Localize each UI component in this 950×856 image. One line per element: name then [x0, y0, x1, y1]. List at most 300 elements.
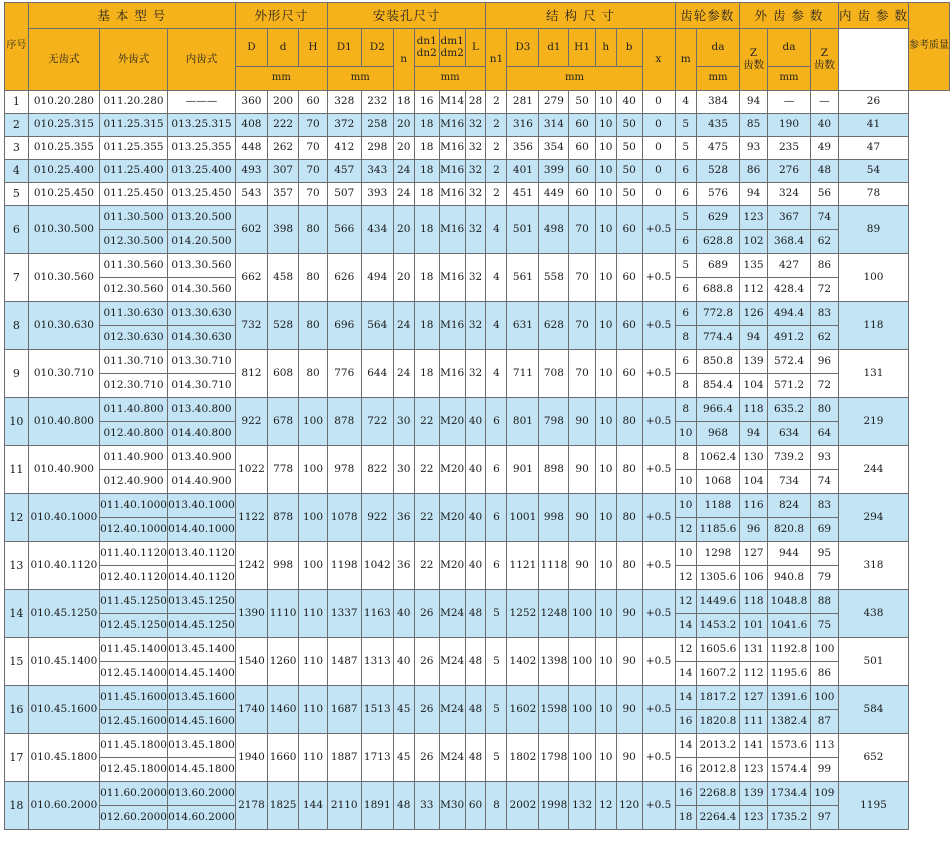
cell-H: 80 — [299, 206, 328, 254]
cell-int-da: 635.2 — [768, 398, 811, 422]
no-gear-model: 010.45.1600 — [28, 686, 99, 734]
cell-int-da: 739.2 — [768, 446, 811, 470]
cell-D2: 494 — [361, 254, 393, 302]
cell-dn: 18 — [414, 302, 439, 350]
cell-x: +0.5 — [642, 590, 675, 638]
cell-ext-z: 123 — [740, 806, 768, 830]
cell-d1: 279 — [539, 91, 569, 114]
cell-H1: 100 — [569, 590, 595, 638]
cell-h: 10 — [595, 734, 616, 782]
cell-m: 5 — [675, 137, 696, 160]
cell-D: 922 — [235, 398, 267, 446]
cell-d: 1660 — [267, 734, 298, 782]
ext-gear-model: 011.40.900 — [100, 446, 168, 470]
cell-H1: 100 — [569, 686, 595, 734]
cell-D1: 1337 — [327, 590, 361, 638]
col-D3: D3 — [507, 29, 539, 67]
cell-L: 48 — [465, 590, 486, 638]
cell-d: 398 — [267, 206, 298, 254]
cell-H: 70 — [299, 114, 328, 137]
cell-x: 0 — [642, 137, 675, 160]
cell-D2: 922 — [361, 494, 393, 542]
cell-L: 32 — [465, 160, 486, 183]
cell-ext-z: 112 — [740, 278, 768, 302]
ext-gear-model: 011.40.1120 — [100, 542, 168, 566]
ext-gear-model: 012.45.1600 — [100, 710, 168, 734]
table-row — [5, 398, 950, 422]
ext-gear-model: 012.30.560 — [100, 278, 168, 302]
cell-int-z: 40 — [810, 114, 838, 137]
cell-d: 678 — [267, 398, 298, 446]
cell-D3: 1252 — [507, 590, 539, 638]
int-da-unit: mm — [768, 67, 811, 91]
ext-gear-model: 011.30.560 — [100, 254, 168, 278]
cell-ext-da: 1607.2 — [696, 662, 739, 686]
cell-b: 50 — [616, 183, 642, 206]
cell-D1: 1887 — [327, 734, 361, 782]
cell-D: 543 — [235, 183, 267, 206]
cell-m: 16 — [675, 758, 696, 782]
cell-ext-da: 1605.6 — [696, 638, 739, 662]
ext-type-header: 外齿式 — [100, 29, 168, 91]
cell-D2: 298 — [361, 137, 393, 160]
int-gear-model: 014.45.1600 — [168, 710, 236, 734]
ext-gear-model: 012.40.800 — [100, 422, 168, 446]
cell-x: 0 — [642, 91, 675, 114]
cell-D3: 1602 — [507, 686, 539, 734]
ext-gear-model: 012.30.630 — [100, 326, 168, 350]
cell-b: 90 — [616, 686, 642, 734]
cell-d: 458 — [267, 254, 298, 302]
cell-ext-z: 106 — [740, 566, 768, 590]
cell-n1: 2 — [486, 160, 507, 183]
cell-D1: 2110 — [327, 782, 361, 830]
cell-n1: 6 — [486, 542, 507, 590]
cell-ext-z: 139 — [740, 350, 768, 374]
cell-d: 222 — [267, 114, 298, 137]
cell-mass: 219 — [838, 398, 908, 446]
cell-D2: 822 — [361, 446, 393, 494]
cell-ext-da: 1298 — [696, 542, 739, 566]
int-gear-params-header: 内 齿 参 数 — [838, 3, 908, 29]
ext-gear-model: 011.60.2000 — [100, 782, 168, 806]
cell-L: 40 — [465, 446, 486, 494]
cell-D3: 1802 — [507, 734, 539, 782]
cell-H1: 70 — [569, 206, 595, 254]
cell-dn: 18 — [414, 254, 439, 302]
cell-D: 360 — [235, 91, 267, 114]
cell-b: 60 — [616, 302, 642, 350]
cell-H: 70 — [299, 183, 328, 206]
col-dn: dn1 dn2 — [414, 29, 439, 67]
cell-d: 878 — [267, 494, 298, 542]
int-gear-model: 013.45.1250 — [168, 590, 236, 614]
int-gear-model: 014.40.1120 — [168, 566, 236, 590]
cell-ext-da: 1185.6 — [696, 518, 739, 542]
cell-d: 1825 — [267, 782, 298, 830]
cell-int-da: 190 — [768, 114, 811, 137]
cell-D: 408 — [235, 114, 267, 137]
cell-H: 80 — [299, 254, 328, 302]
cell-n1: 6 — [486, 446, 507, 494]
cell-D: 602 — [235, 206, 267, 254]
no-gear-model: 010.40.1120 — [28, 542, 99, 590]
cell-ext-da: 1449.6 — [696, 590, 739, 614]
ext-gear-model: 011.45.1600 — [100, 686, 168, 710]
basic-model-header: 基 本 型 号 — [28, 3, 235, 29]
cell-int-da: 944 — [768, 542, 811, 566]
col-D2: D2 — [361, 29, 393, 67]
cell-int-da: 368.4 — [768, 230, 811, 254]
cell-d: 1260 — [267, 638, 298, 686]
col-L: L — [465, 29, 486, 67]
seq-header: 序号 — [5, 3, 29, 91]
cell-D: 1740 — [235, 686, 267, 734]
cell-D3: 1001 — [507, 494, 539, 542]
cell-int-z: 100 — [810, 686, 838, 710]
cell-b: 50 — [616, 160, 642, 183]
cell-D2: 1891 — [361, 782, 393, 830]
cell-int-da: 940.8 — [768, 566, 811, 590]
row-number: 12 — [5, 494, 29, 542]
cell-D3: 501 — [507, 206, 539, 254]
cell-dm: M14 — [439, 91, 465, 114]
cell-m: 6 — [675, 278, 696, 302]
cell-b: 60 — [616, 254, 642, 302]
cell-n1: 6 — [486, 494, 507, 542]
outline-size-header: 外形尺寸 — [235, 3, 327, 29]
cell-ext-da: 854.4 — [696, 374, 739, 398]
cell-mass: 438 — [838, 590, 908, 638]
cell-d1: 708 — [539, 350, 569, 398]
cell-int-da: 428.4 — [768, 278, 811, 302]
cell-dn: 22 — [414, 494, 439, 542]
row-number: 18 — [5, 782, 29, 830]
cell-m: 6 — [675, 350, 696, 374]
cell-ext-z: 130 — [740, 446, 768, 470]
int-gear-model: 013.20.500 — [168, 206, 236, 230]
cell-int-z: 96 — [810, 350, 838, 374]
cell-dn: 22 — [414, 398, 439, 446]
cell-m: 6 — [675, 230, 696, 254]
cell-D2: 564 — [361, 302, 393, 350]
cell-n: 20 — [393, 206, 414, 254]
cell-ext-da: 1188 — [696, 494, 739, 518]
cell-b: 80 — [616, 398, 642, 446]
cell-dm: M16 — [439, 137, 465, 160]
cell-int-da: 1573.6 — [768, 734, 811, 758]
cell-n1: 8 — [486, 782, 507, 830]
ext-gear-model: 012.45.1400 — [100, 662, 168, 686]
cell-n: 36 — [393, 494, 414, 542]
cell-n: 20 — [393, 137, 414, 160]
cell-dm: M16 — [439, 206, 465, 254]
col-n: n — [393, 29, 414, 91]
table-row — [5, 446, 950, 470]
slewing-bearing-spec-table — [4, 2, 950, 830]
cell-D2: 434 — [361, 206, 393, 254]
cell-m: 12 — [675, 566, 696, 590]
cell-H: 110 — [299, 590, 328, 638]
cell-m: 14 — [675, 662, 696, 686]
table-row — [5, 137, 950, 160]
cell-H1: 70 — [569, 350, 595, 398]
cell-m: 8 — [675, 398, 696, 422]
cell-D2: 644 — [361, 350, 393, 398]
cell-dm: M20 — [439, 398, 465, 446]
cell-D1: 1687 — [327, 686, 361, 734]
ext-gear-model: 011.40.800 — [100, 398, 168, 422]
ext-gear-params-header: 外 齿 参 数 — [740, 3, 839, 29]
cell-int-z: 109 — [810, 782, 838, 806]
cell-h: 12 — [595, 782, 616, 830]
ext-gear-model: 011.30.630 — [100, 302, 168, 326]
no-gear-model: 010.30.630 — [28, 302, 99, 350]
cell-D1: 372 — [327, 114, 361, 137]
table-row — [5, 160, 950, 183]
int-gear-model: 013.25.355 — [168, 137, 236, 160]
table-header — [5, 3, 950, 91]
cell-dn: 18 — [414, 160, 439, 183]
cell-ext-da: 968 — [696, 422, 739, 446]
cell-L: 32 — [465, 350, 486, 398]
cell-n: 24 — [393, 302, 414, 350]
cell-int-z: 88 — [810, 590, 838, 614]
cell-d: 1110 — [267, 590, 298, 638]
cell-ext-z: 127 — [740, 542, 768, 566]
row-number: 10 — [5, 398, 29, 446]
cell-x: +0.5 — [642, 542, 675, 590]
cell-ext-da: 475 — [696, 137, 739, 160]
cell-h: 10 — [595, 446, 616, 494]
cell-dn: 26 — [414, 734, 439, 782]
cell-D1: 776 — [327, 350, 361, 398]
cell-ext-z: 93 — [740, 137, 768, 160]
ext-gear-model: 011.25.450 — [100, 183, 168, 206]
cell-m: 14 — [675, 686, 696, 710]
cell-D2: 1513 — [361, 686, 393, 734]
cell-D3: 561 — [507, 254, 539, 302]
cell-D1: 1078 — [327, 494, 361, 542]
cell-ext-z: 116 — [740, 494, 768, 518]
cell-int-z: 74 — [810, 470, 838, 494]
no-gear-model: 010.45.1400 — [28, 638, 99, 686]
table-row — [5, 782, 950, 806]
cell-H: 100 — [299, 446, 328, 494]
cell-ext-da: 850.8 — [696, 350, 739, 374]
cell-n: 20 — [393, 114, 414, 137]
cell-D3: 401 — [507, 160, 539, 183]
no-gear-model: 010.25.315 — [28, 114, 99, 137]
cell-ext-z: 127 — [740, 686, 768, 710]
cell-D3: 801 — [507, 398, 539, 446]
cell-D2: 722 — [361, 398, 393, 446]
cell-ext-da: 2013.2 — [696, 734, 739, 758]
cell-int-z: 83 — [810, 302, 838, 326]
cell-ext-z: 141 — [740, 734, 768, 758]
cell-int-da: 571.2 — [768, 374, 811, 398]
cell-d: 357 — [267, 183, 298, 206]
table-row — [5, 350, 950, 374]
cell-m: 12 — [675, 638, 696, 662]
row-number: 11 — [5, 446, 29, 494]
table-row — [5, 254, 950, 278]
cell-H1: 70 — [569, 302, 595, 350]
cell-d: 998 — [267, 542, 298, 590]
row-number: 6 — [5, 206, 29, 254]
cell-H: 100 — [299, 542, 328, 590]
cell-n: 30 — [393, 446, 414, 494]
cell-b: 90 — [616, 638, 642, 686]
cell-L: 40 — [465, 494, 486, 542]
cell-h: 10 — [595, 542, 616, 590]
cell-h: 10 — [595, 114, 616, 137]
cell-H1: 90 — [569, 494, 595, 542]
cell-D: 662 — [235, 254, 267, 302]
cell-D2: 232 — [361, 91, 393, 114]
row-number: 2 — [5, 114, 29, 137]
cell-d1: 628 — [539, 302, 569, 350]
cell-b: 50 — [616, 137, 642, 160]
cell-D2: 1313 — [361, 638, 393, 686]
cell-int-z: 86 — [810, 254, 838, 278]
ext-gear-model: 012.30.500 — [100, 230, 168, 254]
ext-gear-model: 012.40.1120 — [100, 566, 168, 590]
cell-x: +0.5 — [642, 206, 675, 254]
cell-d1: 1798 — [539, 734, 569, 782]
ext-gear-model: 011.25.400 — [100, 160, 168, 183]
int-gear-model: 013.40.1000 — [168, 494, 236, 518]
cell-dm: M24 — [439, 638, 465, 686]
cell-ext-z: 94 — [740, 183, 768, 206]
cell-dn: 18 — [414, 206, 439, 254]
cell-D3: 711 — [507, 350, 539, 398]
cell-D3: 2002 — [507, 782, 539, 830]
cell-h: 10 — [595, 350, 616, 398]
int-gear-model: 013.60.2000 — [168, 782, 236, 806]
cell-ext-da: 772.8 — [696, 302, 739, 326]
ext-da-unit: mm — [696, 67, 739, 91]
row-number: 9 — [5, 350, 29, 398]
cell-x: +0.5 — [642, 398, 675, 446]
cell-ext-da: 966.4 — [696, 398, 739, 422]
cell-b: 80 — [616, 494, 642, 542]
cell-m: 12 — [675, 518, 696, 542]
cell-L: 32 — [465, 137, 486, 160]
cell-mass: 41 — [838, 114, 908, 137]
cell-ext-da: 688.8 — [696, 278, 739, 302]
cell-D2: 1713 — [361, 734, 393, 782]
no-gear-model: 010.45.1800 — [28, 734, 99, 782]
cell-d: 778 — [267, 446, 298, 494]
cell-L: 40 — [465, 398, 486, 446]
col-d1: d1 — [539, 29, 569, 67]
cell-L: 28 — [465, 91, 486, 114]
no-gear-model: 010.20.280 — [28, 91, 99, 114]
ext-gear-model: 012.45.1800 — [100, 758, 168, 782]
cell-n1: 2 — [486, 91, 507, 114]
cell-b: 90 — [616, 590, 642, 638]
gear-params-header: 齿轮参数 — [675, 3, 740, 29]
ref-mass-header: 参考质量 — [909, 3, 950, 91]
cell-m: 6 — [675, 302, 696, 326]
row-number: 14 — [5, 590, 29, 638]
cell-int-z: 48 — [810, 160, 838, 183]
no-gear-model: 010.25.400 — [28, 160, 99, 183]
col-int-da: da — [768, 29, 811, 67]
no-gear-model: 010.30.710 — [28, 350, 99, 398]
cell-L: 32 — [465, 302, 486, 350]
int-gear-model: 014.45.1800 — [168, 758, 236, 782]
cell-mass: 652 — [838, 734, 908, 782]
int-gear-model: 014.30.710 — [168, 374, 236, 398]
table-row — [5, 686, 950, 710]
cell-dn: 18 — [414, 137, 439, 160]
cell-x: +0.5 — [642, 734, 675, 782]
cell-mass: 78 — [838, 183, 908, 206]
cell-int-da: 491.2 — [768, 326, 811, 350]
cell-n: 24 — [393, 183, 414, 206]
cell-dm: M20 — [439, 542, 465, 590]
cell-h: 10 — [595, 183, 616, 206]
cell-D: 1242 — [235, 542, 267, 590]
ext-gear-model: 012.45.1250 — [100, 614, 168, 638]
cell-int-da: 820.8 — [768, 518, 811, 542]
cell-n: 36 — [393, 542, 414, 590]
cell-L: 32 — [465, 183, 486, 206]
cell-d1: 1118 — [539, 542, 569, 590]
cell-d1: 558 — [539, 254, 569, 302]
cell-L: 48 — [465, 734, 486, 782]
cell-H: 80 — [299, 350, 328, 398]
cell-x: +0.5 — [642, 350, 675, 398]
cell-n1: 4 — [486, 254, 507, 302]
table-row — [5, 302, 950, 326]
install-unit-a: mm — [327, 67, 393, 91]
cell-x: +0.5 — [642, 686, 675, 734]
cell-m: 5 — [675, 114, 696, 137]
cell-x: 0 — [642, 114, 675, 137]
cell-dn: 18 — [414, 114, 439, 137]
col-dm: dm1 dm2 — [439, 29, 465, 67]
row-number: 3 — [5, 137, 29, 160]
cell-D2: 1042 — [361, 542, 393, 590]
cell-m: 10 — [675, 470, 696, 494]
cell-H1: 70 — [569, 254, 595, 302]
cell-int-da: 1382.4 — [768, 710, 811, 734]
cell-int-da: 324 — [768, 183, 811, 206]
cell-ext-da: 528 — [696, 160, 739, 183]
cell-int-z: 83 — [810, 494, 838, 518]
cell-ext-da: 2264.4 — [696, 806, 739, 830]
int-gear-model: 014.60.2000 — [168, 806, 236, 830]
cell-D: 1390 — [235, 590, 267, 638]
cell-H: 144 — [299, 782, 328, 830]
cell-dn: 22 — [414, 542, 439, 590]
cell-d: 608 — [267, 350, 298, 398]
cell-L: 32 — [465, 114, 486, 137]
cell-m: 5 — [675, 206, 696, 230]
cell-n: 30 — [393, 398, 414, 446]
cell-H: 60 — [299, 91, 328, 114]
cell-ext-z: 86 — [740, 160, 768, 183]
cell-H1: 90 — [569, 398, 595, 446]
cell-x: 0 — [642, 160, 675, 183]
cell-D1: 507 — [327, 183, 361, 206]
outline-unit: mm — [235, 67, 327, 91]
cell-int-z: 69 — [810, 518, 838, 542]
cell-d1: 498 — [539, 206, 569, 254]
